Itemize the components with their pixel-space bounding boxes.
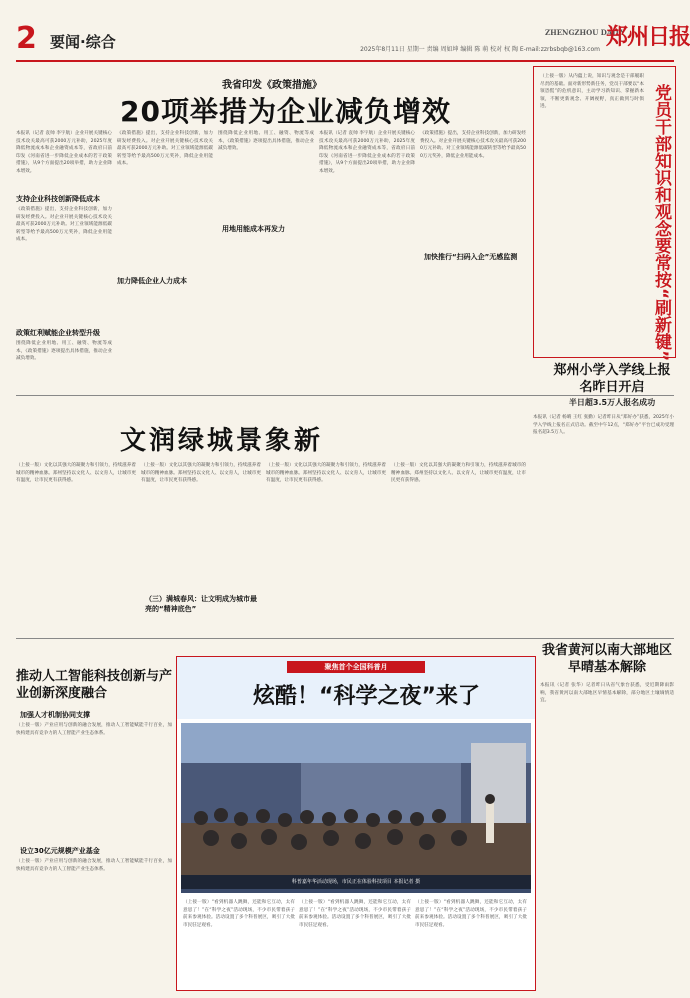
article1-sub-3: 加力降低企业人力成本 — [117, 277, 187, 285]
commentary-title: 党员干部知识和观念要常按“刷新键” — [651, 84, 671, 362]
photo-caption: 科普嘉年华活动现场，市民正在体验科技项目 本报记者 摄 — [181, 875, 531, 889]
feature-tag: 聚焦首个全国科普月 — [287, 661, 425, 673]
section-divider-2 — [16, 638, 674, 639]
article1-sub-2: 政策红利赋能企业转型升级 — [16, 329, 100, 337]
feature-body-col2: （上接一版）“看到机器人跳舞，还能和它互动，太有意思了！”在“科学之夜”活动现场，不少市民带着孩子前来参观体验。活动设置了多个科普展区，吸引了大批市民驻足观看。 — [299, 900, 411, 928]
article1-body-col3: 围绕降低企业用地、用工、融资、物流等成本，《政策措施》逐项提出具体措施，推动企业减负增效。 — [218, 131, 314, 152]
paper-name-english: ZHENGZHOU DAILY — [545, 28, 626, 37]
feature-photo — [181, 723, 531, 893]
masthead-logo: 郑州日报 — [606, 24, 690, 50]
article1-body-col2: 《政策措施》提出，支持企业科技创新，加力研发经费投入。对企业开展关键核心技术攻关最高可获2000万元补助。对工业领域能源低碳转型等给予最高500万元奖补，降低企业用能成本。 — [117, 131, 213, 167]
date-line: 2025年8月11日 星期一 责编 周如坤 编辑 陈 萌 校对 权 陶 E-mail:zzrbsbqb@163.com — [360, 46, 600, 53]
article1-headline: 20项举措为企业减负增效 — [120, 95, 451, 128]
article2-body-col2: （上接一版）文化以其强大的凝聚力和引领力，持续滋养着城市的精神血脉。郑州坚持以文化人、以文育人，让城市更有温度，让市民更有获得感。 — [141, 463, 261, 484]
article1-sub-1: 支持企业科技创新降低成本 — [16, 195, 100, 203]
feature-body-col3: （上接一版）“看到机器人跳舞，还能和它互动，太有意思了！”在“科学之夜”活动现场，不少市民带着孩子前来参观体验。活动设置了多个科普展区，吸引了大批市民驻足观看。 — [415, 900, 527, 928]
article1-body-col5: 《政策措施》提出，支持企业科技创新，加力研发经费投入。对企业开展关键核心技术攻关最高可获2000万元补助。对工业领域能源低碳转型等给予最高500万元奖补，降低企业用能成本。 — [420, 131, 526, 159]
section-title: 要闻·综合 — [50, 33, 116, 51]
article1-sub-5: 加快推行“扫码入企”无感监测 — [424, 253, 518, 261]
ai-headline: 推动人工智能科技创新与产业创新深度融合 — [16, 669, 173, 701]
feature-headline: 炫酷！“科学之夜”来了 — [253, 684, 480, 709]
article1-body-col4: 本报讯（记者 袁帅 李宇航）企业开展关键核心技术攻关最高可获2000万元补助，2025年度降低物流成本和企业融资成本等，省政府日前印发《河南省进一步降低企业成本的若干政策措施》，从9个方面提出20项举措，助力企业降本增效。 — [319, 131, 415, 174]
article1-kicker: 我省印发《政策措施》 — [222, 80, 322, 91]
ai-body-1: （上接一版）产业应用与创新的融合发展，推动人工智能赋能千行百业，加快构建具有竞争力的人工智能产业生态体系。 — [16, 723, 172, 736]
article2-body-col3: （上接一版）文化以其强大的凝聚力和引领力，持续滋养着城市的精神血脉。郑州坚持以文化人、以文育人，让城市更有温度，让市民更有获得感。 — [266, 463, 386, 484]
event-photo-illustration — [181, 723, 531, 875]
article2-body-col4: （上接一版）文化以其强大的凝聚力和引领力，持续滋养着城市的精神血脉。郑州坚持以文化人、以文育人，让城市更有温度，让市民更有获得感。 — [391, 463, 526, 484]
article1-body-2: 《政策措施》提出，支持企业科技创新，加力研发经费投入。对企业开展关键核心技术攻关最高可获2000万元补助。对工业领域能源低碳转型等给予最高500万元奖补，降低企业用能成本。 — [16, 207, 112, 243]
ai-body-2: （上接一版）产业应用与创新的融合发展，推动人工智能赋能千行百业，加快构建具有竞争力的人工智能产业生态体系。 — [16, 859, 172, 872]
page-number: 2 — [16, 21, 37, 56]
article2-headline: 文润绿城景象新 — [120, 426, 324, 456]
article2-sub-1: （三）满城春风：让文明成为城市最亮的“精神底色” — [145, 595, 257, 613]
article2-body-col1: （上接一版）文化以其强大的凝聚力和引领力，持续滋养着城市的精神血脉。郑州坚持以文化人、以文育人，让城市更有温度，让市民更有获得感。 — [16, 463, 136, 484]
ai-sub-1: 加强人才机制协同支撑 — [20, 711, 90, 719]
article1-sub-4: 用地用能成本再发力 — [222, 225, 285, 233]
recruit-body: 本报讯（记者 杨晴 王红 张勤）记者昨日从“郑好办”获悉，2025年小学入学线上报名正式启动。截至中午12点，“郑好办”平台已成功受理报名超3.5万人。 — [533, 415, 674, 436]
ai-sub-2: 设立30亿元规模产业基金 — [20, 847, 100, 855]
commentary-body: （上接一版）从内蕴上说，知识与观念是干部履职尽责的基础。面对新形势新任务，党员干部要以“本领恐慌”的危机意识，主动学习新知识、掌握新本领，不断更新观念、开阔视野，真正做到与时俱进。 — [540, 74, 644, 110]
page-header — [0, 0, 690, 66]
article1-body-1: 本报讯（记者 袁帅 李宇航）企业开展关键核心技术攻关最高可获2000万元补助，2025年度降低物流成本和企业融资成本等，省政府日前印发《河南省进一步降低企业成本的若干政策措施》，从9个方面提出20项举措，助力企业降本增效。 — [16, 131, 112, 174]
yellow-river-headline: 我省黄河以南大部地区早晴基本解除 — [541, 643, 672, 675]
yellow-river-body: 本报讯（记者 张华）记者昨日从省气象台获悉，受近期降雨影响，我省黄河以南大部地区早情基本解除，部分地区土壤墒情适宜。 — [540, 683, 674, 704]
feature-body-col1: （上接一版）“看到机器人跳舞，还能和它互动，太有意思了！”在“科学之夜”活动现场，不少市民带着孩子前来参观体验。活动设置了多个科普展区，吸引了大批市民驻足观看。 — [183, 900, 295, 928]
recruit-headline: 郑州小学入学线上报名昨日开启 — [553, 363, 671, 395]
recruit-subhead: 半日超3.5万人报名成功 — [568, 398, 656, 407]
header-rule — [16, 60, 674, 62]
article1-body-3: 围绕降低企业用地、用工、融资、物流等成本，《政策措施》逐项提出具体措施，推动企业减负增效。 — [16, 341, 112, 362]
feature-box — [176, 656, 536, 991]
